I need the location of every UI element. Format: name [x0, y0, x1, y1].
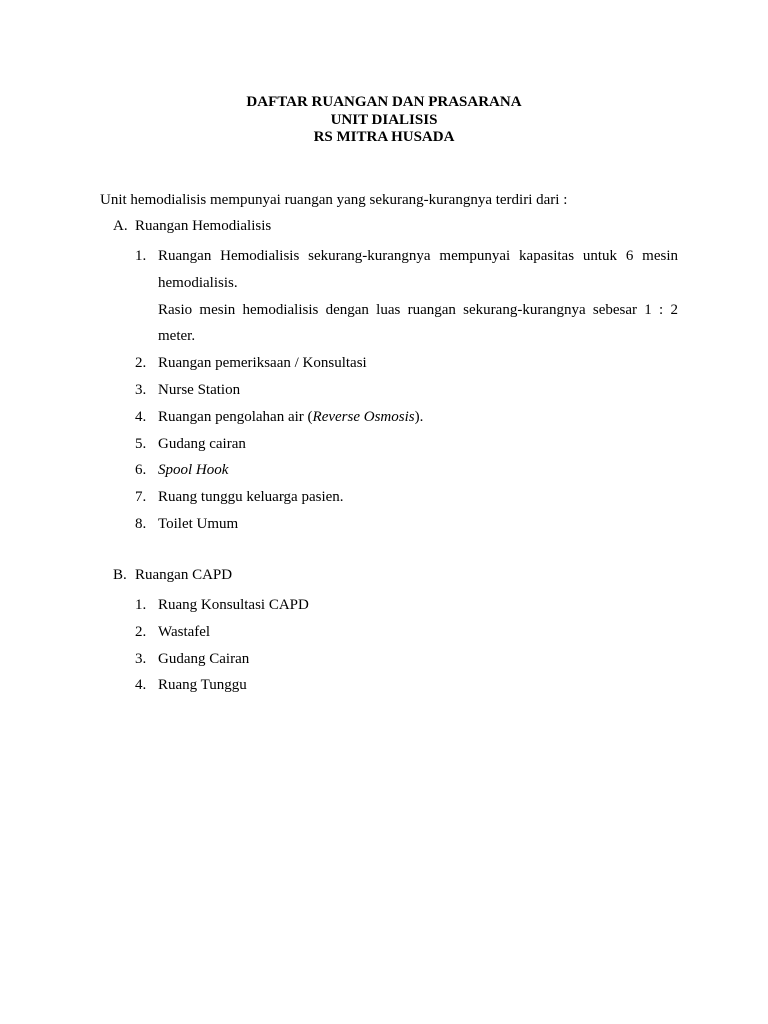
list-item-text: Spool Hook — [158, 462, 229, 479]
section-a-list — [100, 243, 678, 538]
list-item-number: 3. — [135, 381, 147, 398]
list-item-number: 2. — [135, 623, 147, 640]
list-item-number: 8. — [135, 515, 147, 532]
list-item-number: 6. — [135, 462, 147, 479]
list-item-text-after: ). — [414, 408, 424, 425]
list-item-text: Gudang cairan — [158, 435, 246, 452]
list-item — [100, 377, 678, 404]
document-title — [0, 94, 768, 147]
list-item-number: 1. — [135, 248, 147, 264]
list-item — [100, 672, 678, 699]
list-item-text: Ruang Konsultasi CAPD — [158, 597, 309, 613]
list-item-text: Gudang Cairan — [158, 650, 250, 667]
list-item — [100, 619, 678, 646]
list-item-number: 1. — [135, 597, 147, 613]
list-item-text-before: Ruangan pengolahan air ( — [158, 408, 313, 425]
list-item-number: 4. — [135, 408, 147, 425]
title-line-2: UNIT DIALISIS — [330, 111, 438, 128]
list-item — [100, 592, 678, 619]
list-item-number: 2. — [135, 355, 147, 372]
list-item-paragraph-1: Ruangan Hemodialisis sekurang-kurangnya mempunyai kapasitas untuk 6 mesin hemodialisis. — [158, 248, 678, 291]
list-item — [100, 511, 678, 538]
list-item-number: 4. — [135, 677, 147, 694]
list-item-text-italic: Reverse Osmosis — [312, 408, 415, 425]
list-item-text: Ruang Tunggu — [158, 677, 247, 694]
section-b-list — [100, 592, 678, 699]
list-item-text: Wastafel — [158, 623, 211, 640]
list-item — [100, 404, 678, 431]
list-item-text: Ruang tunggu keluarga pasien. — [158, 489, 344, 506]
list-item — [100, 457, 678, 484]
section-a — [100, 216, 678, 538]
list-item-number: 3. — [135, 650, 147, 667]
list-item — [100, 431, 678, 458]
list-item-text: Toilet Umum — [158, 515, 239, 532]
list-item-text: Ruangan pemeriksaan / Konsultasi — [158, 355, 367, 372]
list-item — [100, 243, 678, 350]
section-a-label: Ruangan Hemodialisis — [135, 218, 272, 234]
title-line-1: DAFTAR RUANGAN DAN PRASARANA — [246, 94, 522, 110]
section-b-letter: B. — [113, 567, 127, 583]
intro-paragraph: Unit hemodialisis mempunyai ruangan yang sekurang-kurangnya terdiri dari : — [100, 192, 568, 208]
list-item — [100, 646, 678, 673]
list-item-text: Nurse Station — [158, 381, 241, 398]
section-a-letter: A. — [113, 218, 128, 234]
list-item — [100, 484, 678, 511]
list-item-paragraph-2: Rasio mesin hemodialisis dengan luas ruangan sekurang-kurangnya sebesar 1 : 2 meter. — [158, 301, 678, 345]
section-a-heading — [100, 216, 678, 243]
list-item-text — [158, 404, 678, 431]
section-b-heading — [100, 565, 678, 592]
list-item — [100, 350, 678, 377]
list-item-number: 7. — [135, 489, 147, 506]
section-b-label: Ruangan CAPD — [135, 567, 233, 583]
list-item-number: 5. — [135, 435, 147, 452]
title-line-3: RS MITRA HUSADA — [313, 129, 455, 145]
section-b — [100, 565, 678, 699]
